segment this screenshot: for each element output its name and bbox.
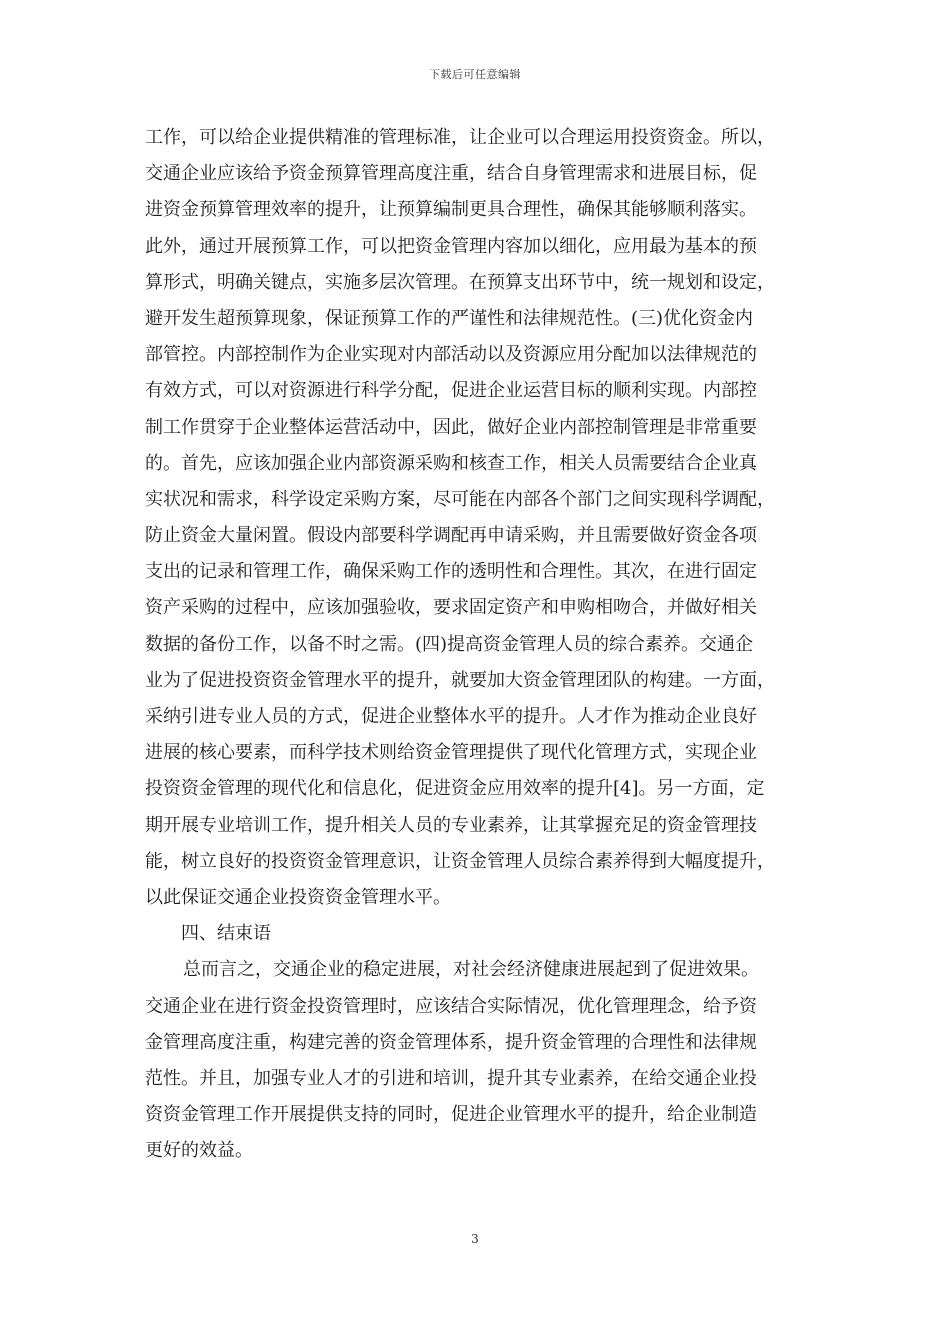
body-line: 进资金预算管理效率的提升，让预算编制更具合理性，确保其能够顺利落实。	[145, 199, 757, 221]
body-line: 期开展专业培训工作，提升相关人员的专业素养，让其掌握充足的资金管理技	[145, 814, 757, 836]
body-line: 有效方式，可以对资源进行科学分配，促进企业运营目标的顺利实现。内部控	[145, 380, 757, 402]
body-line: 防止资金大量闲置。假设内部要科学调配再申请采购，并且需要做好资金各项	[145, 525, 757, 547]
body-line: 采纳引进专业人员的方式，促进企业整体水平的提升。人才作为推动企业良好	[145, 706, 757, 727]
body-line: 更好的效益。	[145, 1140, 253, 1162]
body-line: 制工作贯穿于企业整体运营活动中，因此，做好企业内部控制管理是非常重要	[145, 416, 757, 438]
body-line: 投资资金管理的现代化和信息化，促进资金应用效率的提升[4]。另一方面，定	[145, 778, 765, 800]
body-line: 范性。并且，加强专业人才的引进和培训，提升其专业素养，在给交通企业投	[145, 1067, 757, 1089]
section-heading: 四、结束语	[181, 923, 271, 945]
page-number: 3	[471, 1232, 479, 1246]
body-line: 资资金管理工作开展提供支持的同时，促进企业管理水平的提升，给企业制造	[145, 1104, 757, 1126]
body-line: 总而言之，交通企业的稳定进展，对社会经济健康进展起到了促进效果。	[183, 959, 759, 981]
body-line: 资产采购的过程中，应该加强验收，要求固定资产和申购相吻合，并做好相关	[145, 597, 757, 619]
body-line: 的。首先，应该加强企业内部资源采购和核查工作，相关人员需要结合企业真	[145, 452, 757, 474]
body-line: 数据的备份工作，以备不时之需。(四)提高资金管理人员的综合素养。交通企	[145, 633, 754, 655]
page-header: 下载后可任意编辑	[429, 68, 521, 81]
body-line: 业为了促进投资资金管理水平的提升，就要加大资金管理团队的构建。一方面，	[145, 669, 775, 691]
body-line: 交通企业应该给予资金预算管理高度注重，结合自身管理需求和进展目标，促	[145, 163, 757, 185]
body-line: 实状况和需求，科学设定采购方案，尽可能在内部各个部门之间实现科学调配，	[145, 488, 775, 510]
body-line: 进展的核心要素，而科学技术则给资金管理提供了现代化管理方式，实现企业	[145, 742, 757, 764]
body-line: 部管控。内部控制作为企业实现对内部活动以及资源应用分配加以法律规范的	[145, 344, 757, 366]
body-line: 金管理高度注重，构建完善的资金管理体系，提升资金管理的合理性和法律规	[145, 1031, 757, 1053]
body-line: 避开发生超预算现象，保证预算工作的严谨性和法律规范性。(三)优化资金内	[145, 307, 754, 329]
body-line: 能，树立良好的投资资金管理意识，让资金管理人员综合素养得到大幅度提升，	[145, 850, 775, 872]
body-line: 工作，可以给企业提供精准的管理标准，让企业可以合理运用投资资金。所以，	[145, 127, 775, 148]
body-line: 此外，通过开展预算工作，可以把资金管理内容加以细化，应用最为基本的预	[145, 235, 757, 257]
document-body	[145, 120, 813, 1169]
body-line: 支出的记录和管理工作，确保采购工作的透明性和合理性。其次，在进行固定	[145, 561, 757, 583]
body-line: 交通企业在进行资金投资管理时，应该结合实际情况，优化管理理念，给予资	[145, 995, 757, 1017]
body-line: 以此保证交通企业投资资金管理水平。	[145, 886, 451, 908]
body-line: 算形式，明确关键点，实施多层次管理。在预算支出环节中，统一规划和设定，	[145, 271, 775, 293]
